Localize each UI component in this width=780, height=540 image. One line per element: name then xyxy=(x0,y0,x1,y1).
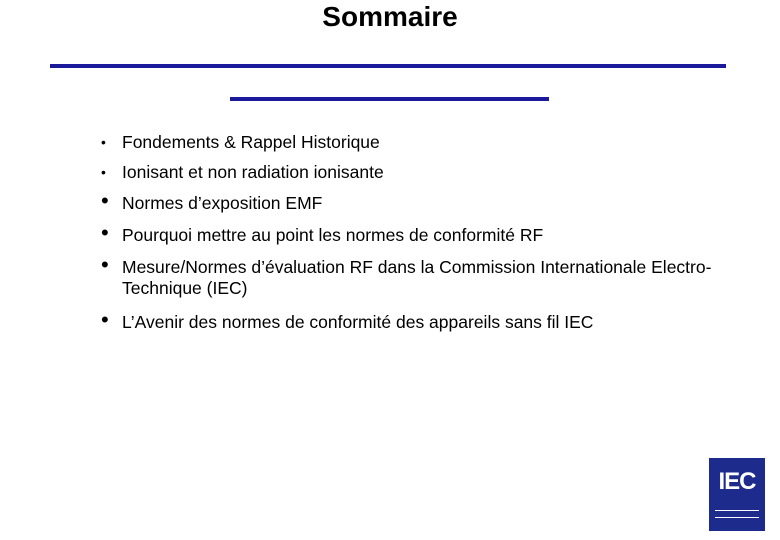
bullet-text: Ionisant et non radiation ionisante xyxy=(122,162,384,182)
bullet-item xyxy=(100,188,740,214)
bullet-icon: • xyxy=(101,164,106,180)
bullet-text: Mesure/Normes d’évaluation RF dans la Commission Internationale Electro-Technique (IEC) xyxy=(122,257,712,298)
bullet-item xyxy=(100,132,740,153)
iec-logo-icon xyxy=(709,458,765,531)
bullet-icon: • xyxy=(101,188,109,213)
bullet-icon: • xyxy=(101,220,109,245)
bullet-text: L’Avenir des normes de conformité des appareils sans fil IEC xyxy=(122,312,594,332)
bullet-item xyxy=(100,220,740,246)
bullet-icon: • xyxy=(101,307,109,332)
bullet-item xyxy=(100,162,740,183)
bullet-text: Normes d’exposition EMF xyxy=(122,193,323,213)
bullet-text: Pourquoi mettre au point les normes de conformité RF xyxy=(122,225,544,245)
bullet-icon: • xyxy=(101,134,106,150)
title-divider-long xyxy=(50,64,726,68)
title-divider-short xyxy=(230,97,549,101)
bullet-list xyxy=(100,132,740,333)
bullet-text: Fondements & Rappel Historique xyxy=(122,132,380,152)
bullet-item xyxy=(100,307,740,333)
logo-stripes xyxy=(715,510,759,518)
bullet-icon: • xyxy=(101,252,109,277)
slide-title: Sommaire xyxy=(322,1,458,32)
logo-text: IEC xyxy=(718,468,756,495)
bullet-item xyxy=(100,252,740,299)
